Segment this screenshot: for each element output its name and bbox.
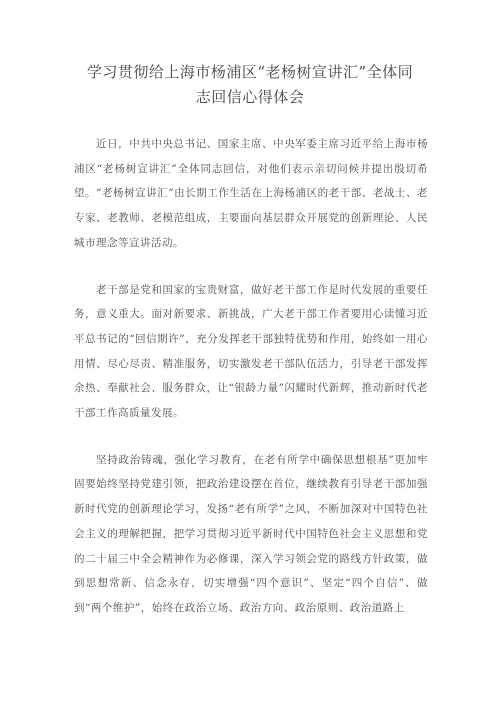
paragraph-3: 坚持政治铸魂，强化学习教育，在老有所学中确保思想根基”更加牢固要始终坚持党建引领，把政治建设摆在首位，继续教育引导老干部加强新时代党的创新理论学习，发扬“老有所学”之风，不断加深对中国特色社会主义的理解把握，把学习贯彻习近平新时代中国特色社会主义思想和党的二十届三中全会精神作为必修课，深入学习领会党的路线方针政策，做到思想常新、信念永存，切实增强“四个意识”、坚定“四个自信”、做到“两个维护”，始终在政治立场、政治方向、政治原则、政治道路上 <box>74 453 428 614</box>
title-line-1: 学习贯彻给上海市杨浦区“老杨树宣讲汇”全体同 <box>86 63 414 81</box>
title-line-2: 志回信心得体会 <box>195 88 305 106</box>
document-body <box>74 132 428 643</box>
paragraph-1: 近日，中共中央总书记、国家主席、中央军委主席习近平给上海市杨浦区“老杨树宣讲汇”全体同志回信，对他们表示亲切问候并提出殷切希望。“老杨树宣讲汇”由长期工作生活在上海杨浦区的老干部、老战士、老专家、老教师、老模范组成，主要面向基层群众开展党的创新理论、人民城市理念等宣讲活动。 <box>74 138 428 249</box>
paragraph-2: 老干部是党和国家的宝贵财富，做好老干部工作是时代发展的重要任务，意义重大。面对新要求、新挑战，广大老干部工作者要用心读懂习近平总书记的“回信期许”，充分发挥老干部独特优势和作用，始终如一用心用情、尽心尽责、精准服务，切实激发老干部队伍活力，引导老干部发挥余热、奉献社会、服务群众，让“银龄力量”闪耀时代新辉，推动新时代老干部工作高质量发展。 <box>74 283 428 420</box>
document-title <box>70 60 430 110</box>
